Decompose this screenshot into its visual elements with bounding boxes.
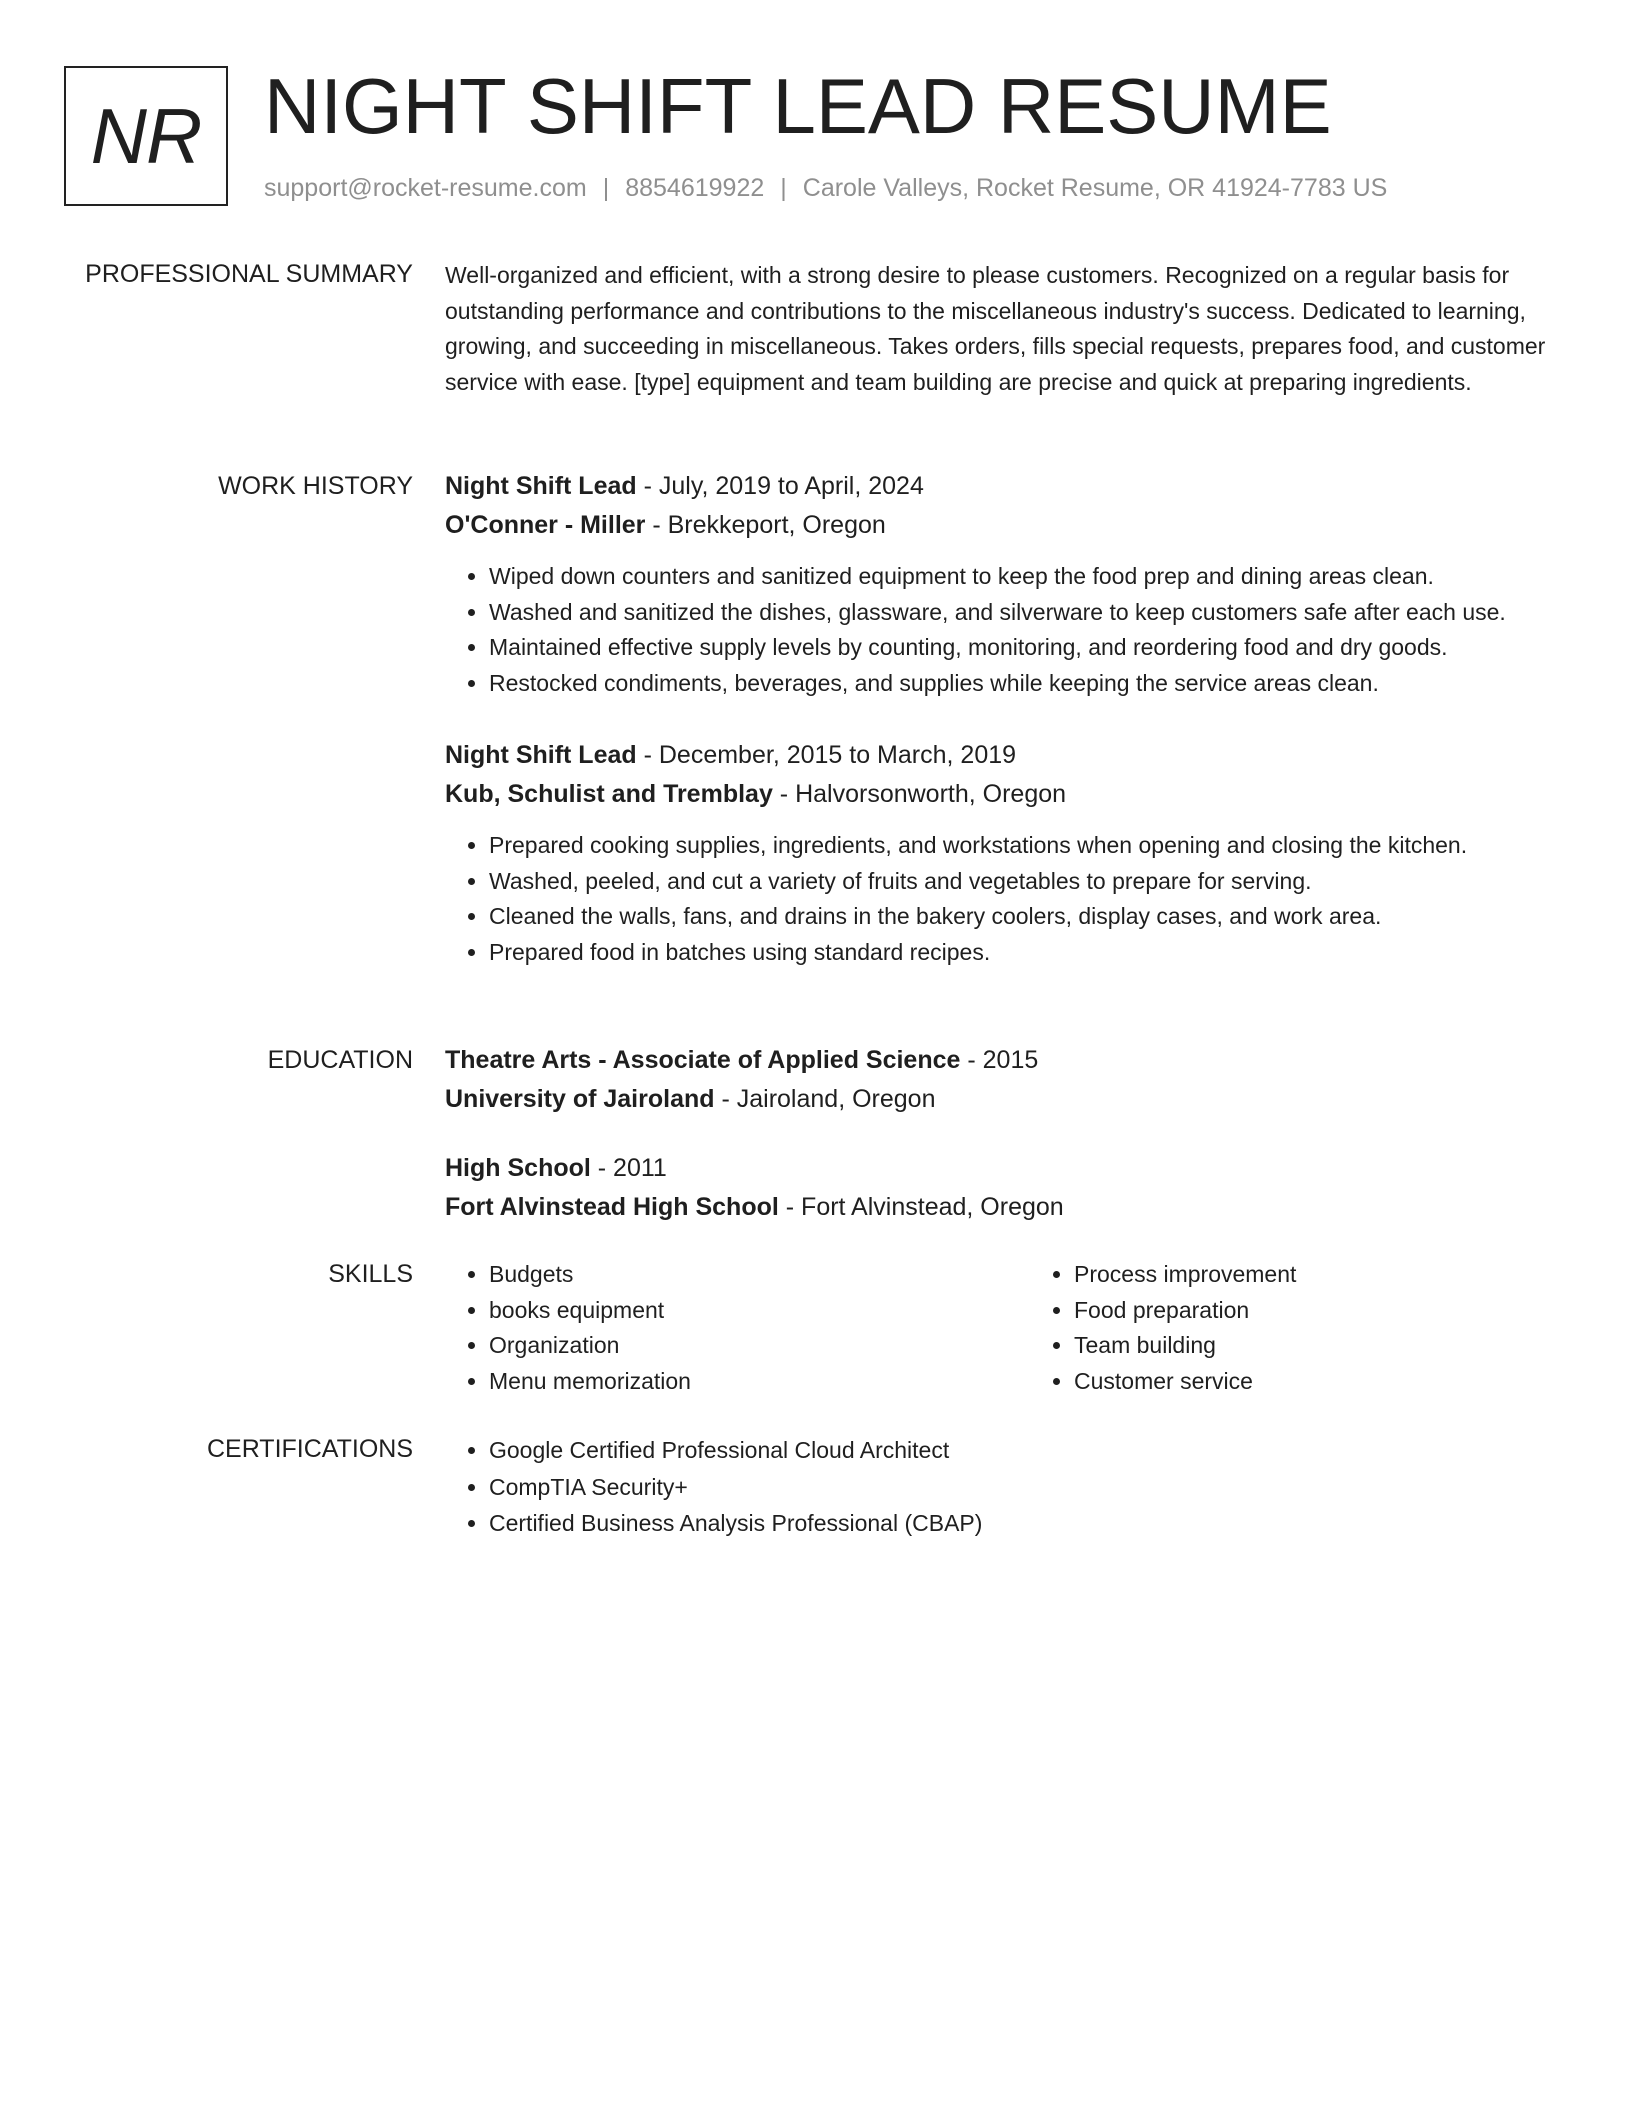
- job-title-line: [445, 736, 1570, 775]
- monogram-box: NR: [64, 66, 228, 206]
- section-label-certifications: CERTIFICATIONS: [206, 1435, 413, 1463]
- job-title: Night Shift Lead: [445, 740, 637, 769]
- section-label-skills: SKILLS: [328, 1260, 413, 1288]
- job-bullet: • Washed, peeled, and cut a variety of fruits and vegetables to prepare for serving.: [489, 864, 1570, 900]
- skill-item: • Budgets: [489, 1257, 985, 1293]
- education-degree-line: [445, 1041, 1570, 1080]
- skills-list-right: [985, 1257, 1570, 1400]
- contact-separator: |: [780, 174, 787, 202]
- job-title: Night Shift Lead: [445, 472, 637, 500]
- certification-item: • Certified Business Analysis Professional (CBAP): [489, 1505, 1570, 1542]
- job-bullets: [445, 559, 1570, 702]
- job-location: - Halvorsonworth, Oregon: [772, 779, 1067, 808]
- skill-item: • Menu memorization: [489, 1364, 985, 1400]
- education-location: - Fort Alvinstead, Oregon: [778, 1193, 1064, 1221]
- education-year: - 2011: [590, 1154, 667, 1182]
- education-school: Fort Alvinstead High School: [445, 1193, 779, 1221]
- skill-item: • Team building: [1074, 1328, 1570, 1364]
- certifications-list: [445, 1432, 1570, 1542]
- contact-email: support@rocket-resume.com: [264, 174, 587, 202]
- job-entry: [445, 736, 1570, 971]
- job-company-line: [445, 506, 1570, 545]
- certification-item: • Google Certified Professional Cloud Architect: [489, 1432, 1570, 1469]
- skill-item: • Food preparation: [1074, 1293, 1570, 1329]
- job-bullet: • Prepared cooking supplies, ingredients, and workstations when opening and closing the kitchen.: [489, 828, 1570, 864]
- summary-text: Well-organized and efficient, with a strong desire to please customers. Recognized on a regular basis for outstanding performance and contributions to the miscellaneous industry's success. Dedicated to learning, growing, and succeeding in miscellaneous. Takes orders, fills special requests, prepares food, and customer service with ease. [type] equipment and team building are precise and quick at preparing ingredients.: [445, 262, 1546, 396]
- job-company-line: [445, 775, 1570, 814]
- job-dates: - July, 2019 to April, 2024: [636, 472, 924, 500]
- section-label-work-history: WORK HISTORY: [218, 472, 413, 500]
- contact-address: Carole Valleys, Rocket Resume, OR 41924-7783 US: [802, 174, 1388, 202]
- job-bullet: • Maintained effective supply levels by counting, monitoring, and reordering food and dry goods.: [489, 630, 1570, 666]
- job-bullet: • Cleaned the walls, fans, and drains in the bakery coolers, display cases, and work area.: [489, 899, 1570, 935]
- job-bullets: [445, 828, 1570, 971]
- contact-line: [264, 174, 1387, 203]
- job-company: O'Conner - Miller: [445, 511, 646, 539]
- education-degree: Theatre Arts - Associate of Applied Science: [445, 1046, 961, 1074]
- job-company: Kub, Schulist and Tremblay: [445, 779, 773, 808]
- education-degree: High School: [445, 1154, 591, 1182]
- skill-item: • books equipment: [489, 1293, 985, 1329]
- skills-columns: [445, 1257, 1570, 1400]
- section-label-summary: PROFESSIONAL SUMMARY: [85, 260, 413, 288]
- skill-item: • Organization: [489, 1328, 985, 1364]
- education-degree-line: [445, 1149, 1570, 1188]
- education-entry: [445, 1149, 1570, 1227]
- skill-item: • Customer service: [1074, 1364, 1570, 1400]
- job-bullet: • Washed and sanitized the dishes, glassware, and silverware to keep customers safe after each use.: [489, 595, 1570, 631]
- resume-header: [64, 62, 1592, 212]
- job-dates: - December, 2015 to March, 2019: [636, 740, 1017, 769]
- contact-phone: 8854619922: [625, 174, 765, 202]
- resume-title: NIGHT SHIFT LEAD RESUME: [264, 62, 1332, 150]
- certification-item: • CompTIA Security+: [489, 1469, 1570, 1506]
- job-bullet: • Restocked condiments, beverages, and supplies while keeping the service areas clean.: [489, 666, 1570, 702]
- section-label-education: EDUCATION: [267, 1046, 413, 1074]
- education-school-line: [445, 1080, 1570, 1119]
- education-year: - 2015: [960, 1046, 1039, 1074]
- job-location: - Brekkeport, Oregon: [645, 511, 886, 539]
- education-school: University of Jairoland: [445, 1085, 715, 1113]
- skill-item: • Process improvement: [1074, 1257, 1570, 1293]
- skills-list-left: [445, 1257, 985, 1400]
- education-location: - Jairoland, Oregon: [714, 1085, 936, 1113]
- job-title-line: [445, 467, 1570, 506]
- job-entry: [445, 467, 1570, 702]
- job-bullet: • Prepared food in batches using standard recipes.: [489, 935, 1570, 971]
- job-bullet: • Wiped down counters and sanitized equipment to keep the food prep and dining areas clean.: [489, 559, 1570, 595]
- education-school-line: [445, 1188, 1570, 1227]
- education-entry: [445, 1041, 1570, 1119]
- contact-separator: |: [602, 174, 610, 202]
